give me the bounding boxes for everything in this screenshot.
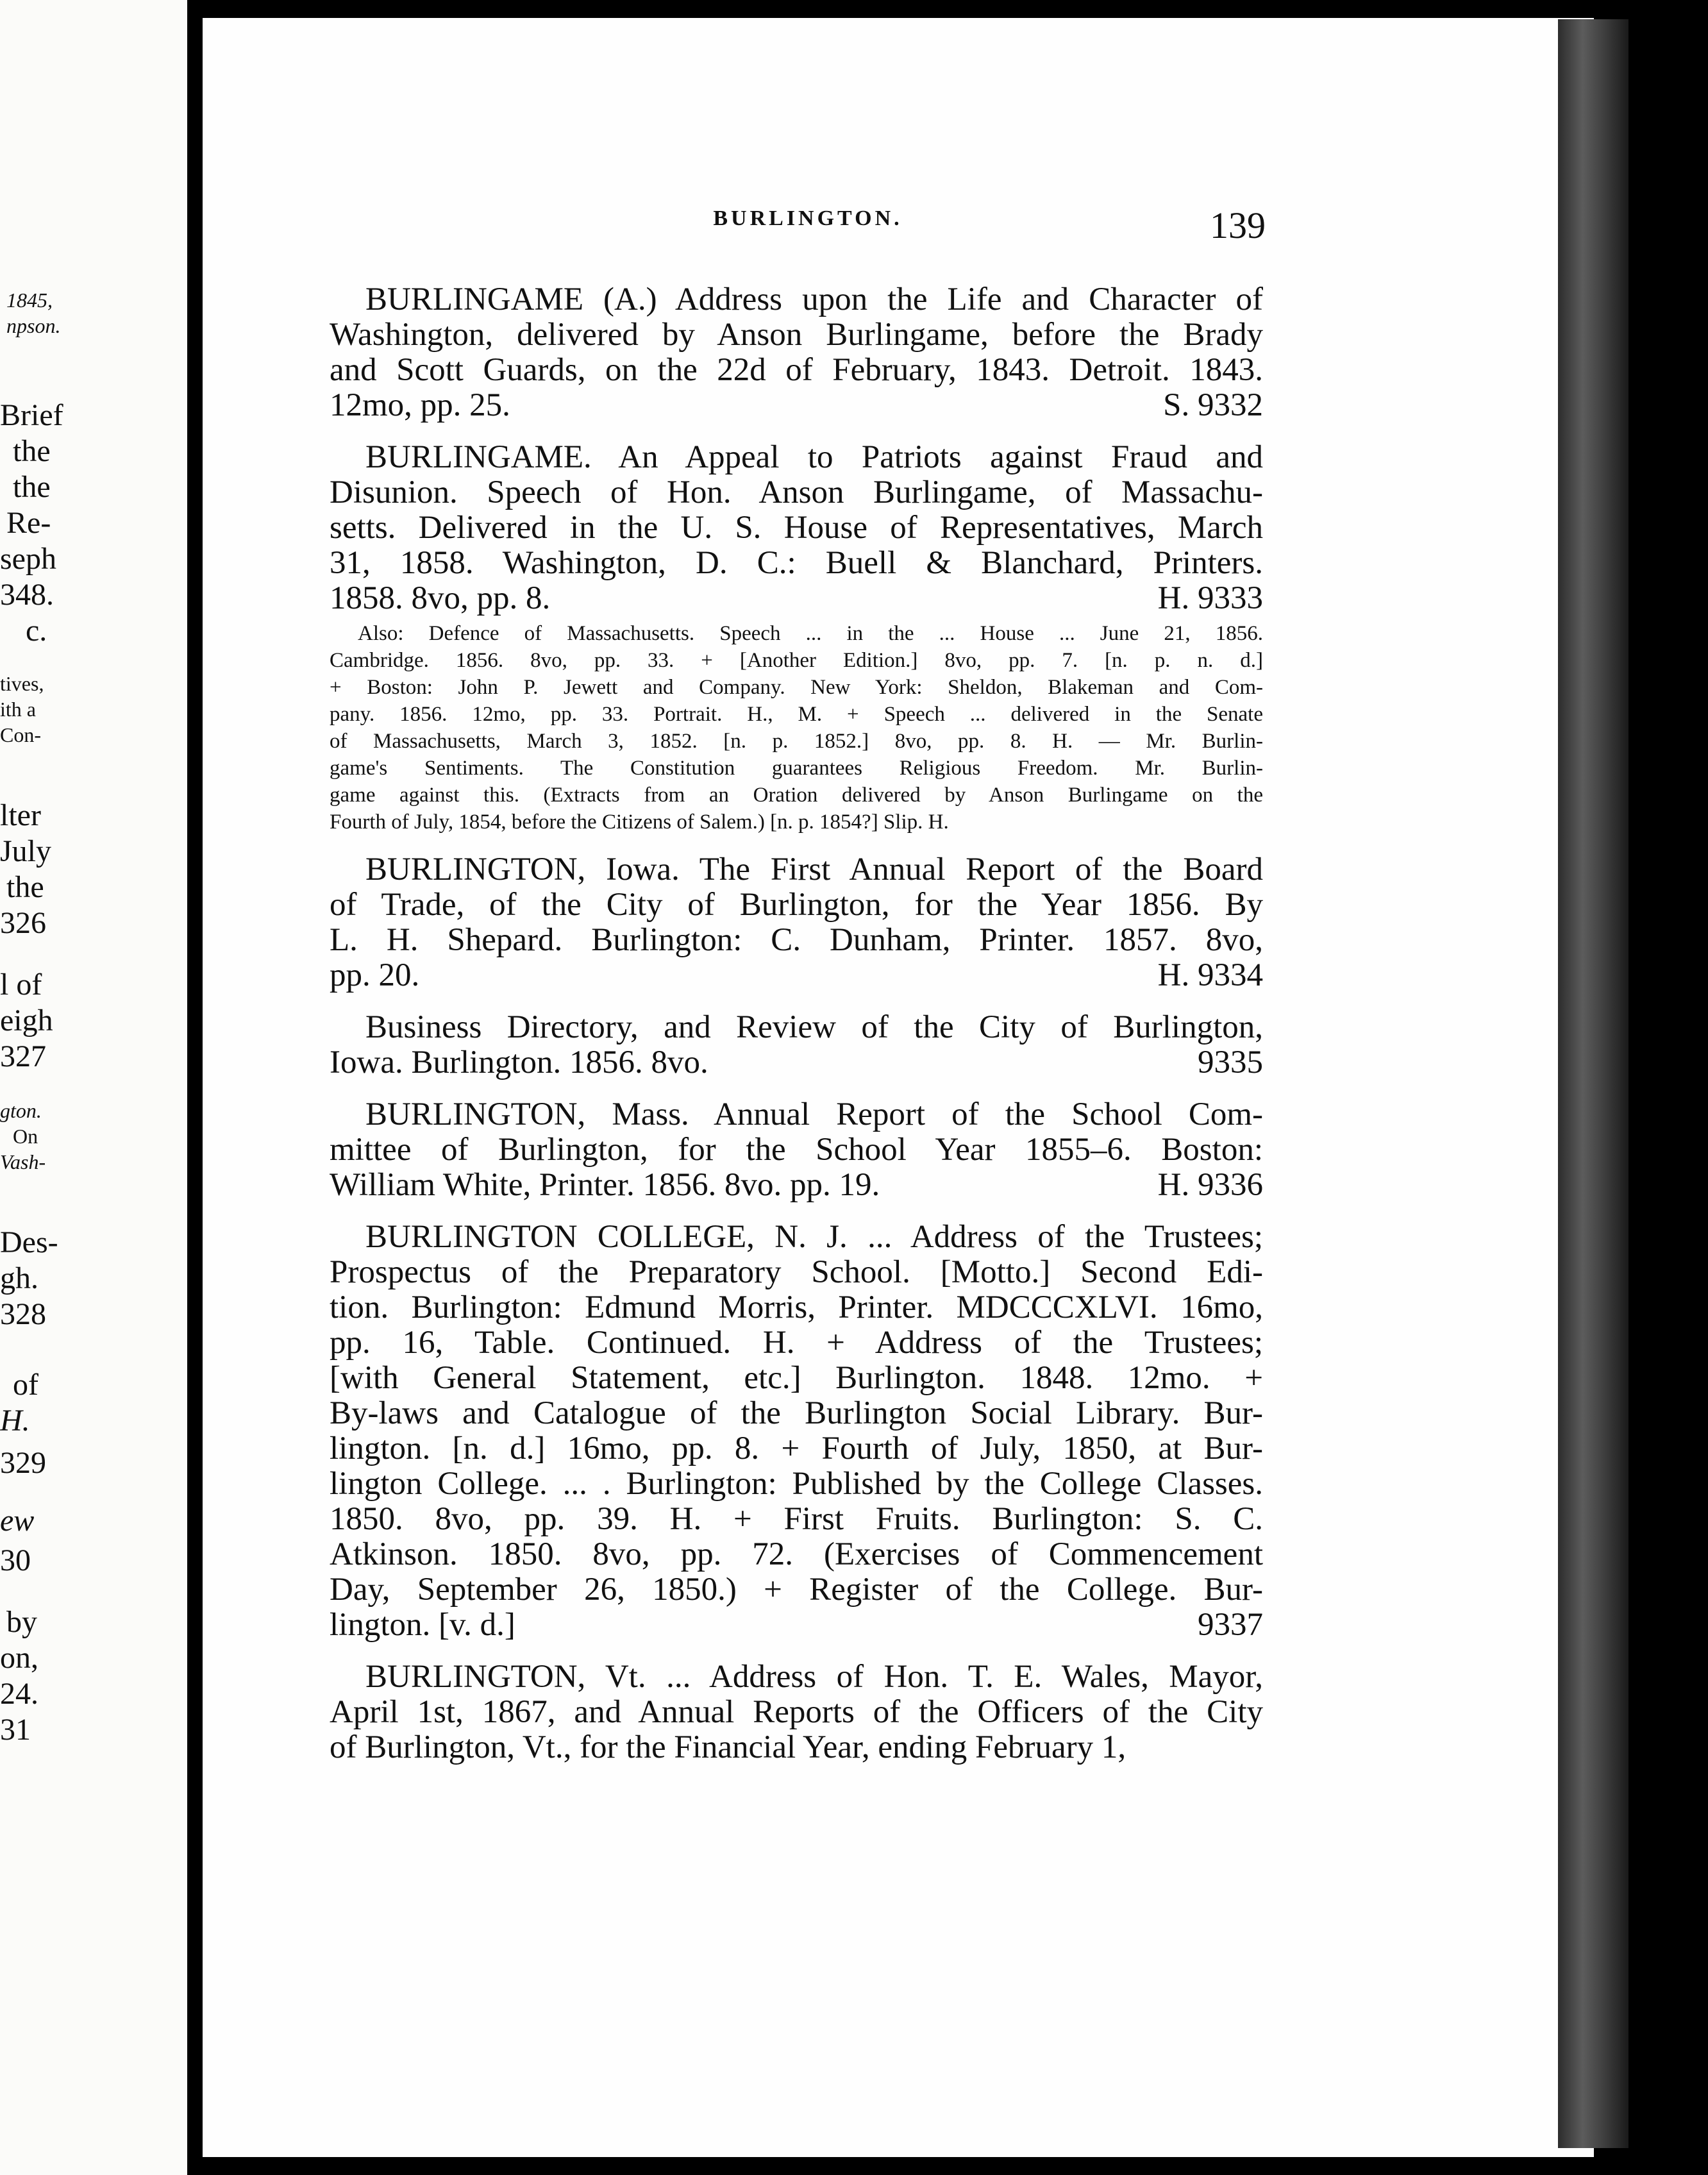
page-number: 139 — [1210, 205, 1266, 246]
margin-fragment: on, — [0, 1641, 38, 1675]
entry-line: lington. [n. d.] 16mo, pp. 8. + Fourth of July, 1850, at Bur- — [330, 1431, 1263, 1466]
margin-fragment: July — [0, 834, 52, 868]
margin-fragment: H. — [0, 1404, 30, 1438]
margin-fragment: 24. — [0, 1677, 38, 1711]
margin-fragment: l of — [0, 968, 42, 1002]
bibliography-entry — [330, 1659, 1263, 1765]
running-head: BURLINGTON. — [713, 206, 903, 230]
margin-fragment: 328 — [0, 1297, 46, 1331]
note-line: game's Sentiments. The Constitution guarantees Religious Freedom. Mr. Burlin- — [330, 757, 1263, 780]
margin-fragment: Con- — [0, 723, 41, 746]
page-edge-shadow — [1558, 19, 1628, 2148]
bibliography-entry — [330, 1220, 1263, 1643]
margin-fragment: Vash- — [0, 1150, 46, 1173]
margin-fragment: 326 — [0, 906, 46, 940]
entry-line: Atkinson. 1850. 8vo, pp. 72. (Exercises of Commencement — [330, 1536, 1263, 1572]
entry-line: mittee of Burlington, for the School Year 1855–6. Boston: — [330, 1132, 1263, 1168]
entry-line: BURLINGTON, Iowa. The First Annual Report of the Board — [365, 852, 1263, 887]
note-line: + Boston: John P. Jewett and Company. New York: Sheldon, Blakeman and Com- — [330, 676, 1263, 699]
margin-fragment: Brief — [0, 398, 63, 432]
entry-line-text: William White, Printer. 1856. 8vo. pp. 19. — [330, 1167, 880, 1203]
entry-reference-number: 9337 — [1198, 1607, 1263, 1643]
margin-fragment: Des- — [0, 1225, 58, 1259]
entry-line — [330, 1045, 1263, 1080]
note-line: Cambridge. 1856. 8vo, pp. 33. + [Another Edition.] 8vo, pp. 7. [n. p. n. d.] — [330, 649, 1263, 672]
entry-line: lington College. ... . Burlington: Published by the College Classes. — [330, 1466, 1263, 1502]
note-line: pany. 1856. 12mo, pp. 33. Portrait. H., M. + Speech ... delivered in the Senate — [330, 703, 1263, 726]
entry-line: BURLINGTON, Mass. Annual Report of the School Com- — [365, 1096, 1263, 1132]
bibliography-entry — [330, 440, 1263, 836]
entry-line: Business Directory, and Review of the City of Burlington, — [365, 1009, 1263, 1045]
entry-line-text: Iowa. Burlington. 1856. 8vo. — [330, 1045, 708, 1080]
entry-line: BURLINGTON, Vt. ... Address of Hon. T. E. Wales, Mayor, — [365, 1659, 1263, 1695]
entry-line — [330, 1608, 1263, 1643]
entry-line: L. H. Shepard. Burlington: C. Dunham, Printer. 1857. 8vo, — [330, 922, 1263, 958]
note-line: of Massachusetts, March 3, 1852. [n. p. 1852.] 8vo, pp. 8. H. — Mr. Burlin- — [330, 730, 1263, 753]
entry-line: Prospectus of the Preparatory School. [Motto.] Second Edi- — [330, 1254, 1263, 1290]
entry-line: 31, 1858. Washington, D. C.: Buell & Blanchard, Printers. — [330, 545, 1263, 581]
entry-reference-number: S. 9332 — [1163, 387, 1263, 423]
margin-fragment: lter — [0, 798, 41, 832]
entry-line: tion. Burlington: Edmund Morris, Printer. MDCCCXLVI. 16mo, — [330, 1289, 1263, 1325]
bibliography-entry — [330, 1010, 1263, 1080]
margin-fragment: 329 — [0, 1446, 46, 1480]
entry-line — [330, 581, 1263, 616]
entry-line: BURLINGTON COLLEGE, N. J. ... Address of the Trustees; — [365, 1219, 1263, 1255]
entry-line-text: lington. [v. d.] — [330, 1607, 515, 1643]
note-line: game against this. (Extracts from an Oration delivered by Anson Burlingame on the — [330, 784, 1263, 807]
entry-line: Washington, delivered by Anson Burlingame, before the Brady — [330, 317, 1263, 353]
margin-fragment: 30 — [0, 1543, 31, 1577]
entry-line: Day, September 26, 1850.) + Register of the College. Bur- — [330, 1572, 1263, 1608]
margin-fragment: 348. — [0, 578, 54, 612]
entry-reference-number: H. 9336 — [1157, 1167, 1263, 1203]
margin-fragment: ith a — [0, 698, 36, 721]
entry-line: of Burlington, Vt., for the Financial Year, ending February 1, — [330, 1729, 1126, 1765]
margin-fragment: ew — [0, 1504, 35, 1538]
note-line: Also: Defence of Massachusetts. Speech ... in the ... House ... June 21, 1856. — [358, 622, 1263, 645]
entries-column — [330, 282, 1263, 1782]
margin-fragment: by — [6, 1605, 37, 1639]
entry-line-text: 12mo, pp. 25. — [330, 387, 510, 423]
margin-fragment: c. — [26, 614, 47, 648]
margin-fragment: On — [13, 1125, 38, 1148]
note-line: Fourth of July, 1854, before the Citizens of Salem.) [n. p. 1854?] Slip. H. — [330, 810, 949, 834]
margin-fragment: 327 — [0, 1039, 46, 1073]
margin-fragment: 1845, — [6, 289, 53, 312]
entry-line: April 1st, 1867, and Annual Reports of the Officers of the City — [330, 1694, 1263, 1730]
entry-line: BURLINGAME. An Appeal to Patriots against Fraud and — [365, 439, 1263, 475]
entry-line: of Trade, of the City of Burlington, for the Year 1856. By — [330, 887, 1263, 923]
margin-fragment: gh. — [0, 1261, 38, 1295]
margin-fragment: npson. — [6, 314, 61, 337]
margin-fragment: the — [13, 434, 51, 468]
entry-line — [330, 388, 1263, 423]
margin-fragment: the — [6, 870, 44, 904]
margin-fragment: the — [13, 470, 51, 504]
entry-reference-number: H. 9334 — [1157, 957, 1263, 993]
entry-line: and Scott Guards, on the 22d of February, 1843. Detroit. 1843. — [330, 352, 1263, 388]
entry-line: BURLINGAME (A.) Address upon the Life and Character of — [365, 281, 1263, 317]
bibliography-entry — [330, 852, 1263, 993]
entry-reference-number: 9335 — [1198, 1045, 1263, 1080]
margin-fragment: gton. — [0, 1099, 42, 1122]
margin-fragment: seph — [0, 542, 56, 576]
entry-line: setts. Delivered in the U. S. House of Representatives, March — [330, 510, 1263, 546]
entry-line: pp. 16, Table. Continued. H. + Address of the Trustees; — [330, 1325, 1263, 1361]
margin-fragment: Re- — [6, 506, 51, 540]
entry-line: Disunion. Speech of Hon. Anson Burlingame, of Massachu- — [330, 474, 1263, 510]
entry-note — [330, 620, 1263, 836]
entry-line-text: pp. 20. — [330, 957, 420, 993]
entry-reference-number: H. 9333 — [1157, 580, 1263, 616]
bibliography-entry — [330, 282, 1263, 423]
previous-page-margin — [0, 0, 187, 2175]
entry-line — [330, 1168, 1263, 1203]
bibliography-entry — [330, 1097, 1263, 1203]
entry-line: 1850. 8vo, pp. 39. H. + First Fruits. Burlington: S. C. — [330, 1501, 1263, 1537]
entry-line-text: 1858. 8vo, pp. 8. — [330, 580, 551, 616]
margin-fragment: of — [13, 1368, 38, 1402]
margin-fragment: eigh — [0, 1004, 53, 1037]
entry-line: [with General Statement, etc.] Burlington. 1848. 12mo. + — [330, 1360, 1263, 1396]
margin-fragment: 31 — [0, 1713, 31, 1747]
entry-line — [330, 958, 1263, 993]
entry-line: By-laws and Catalogue of the Burlington Social Library. Bur- — [330, 1395, 1263, 1431]
margin-fragment: tives, — [0, 672, 44, 695]
